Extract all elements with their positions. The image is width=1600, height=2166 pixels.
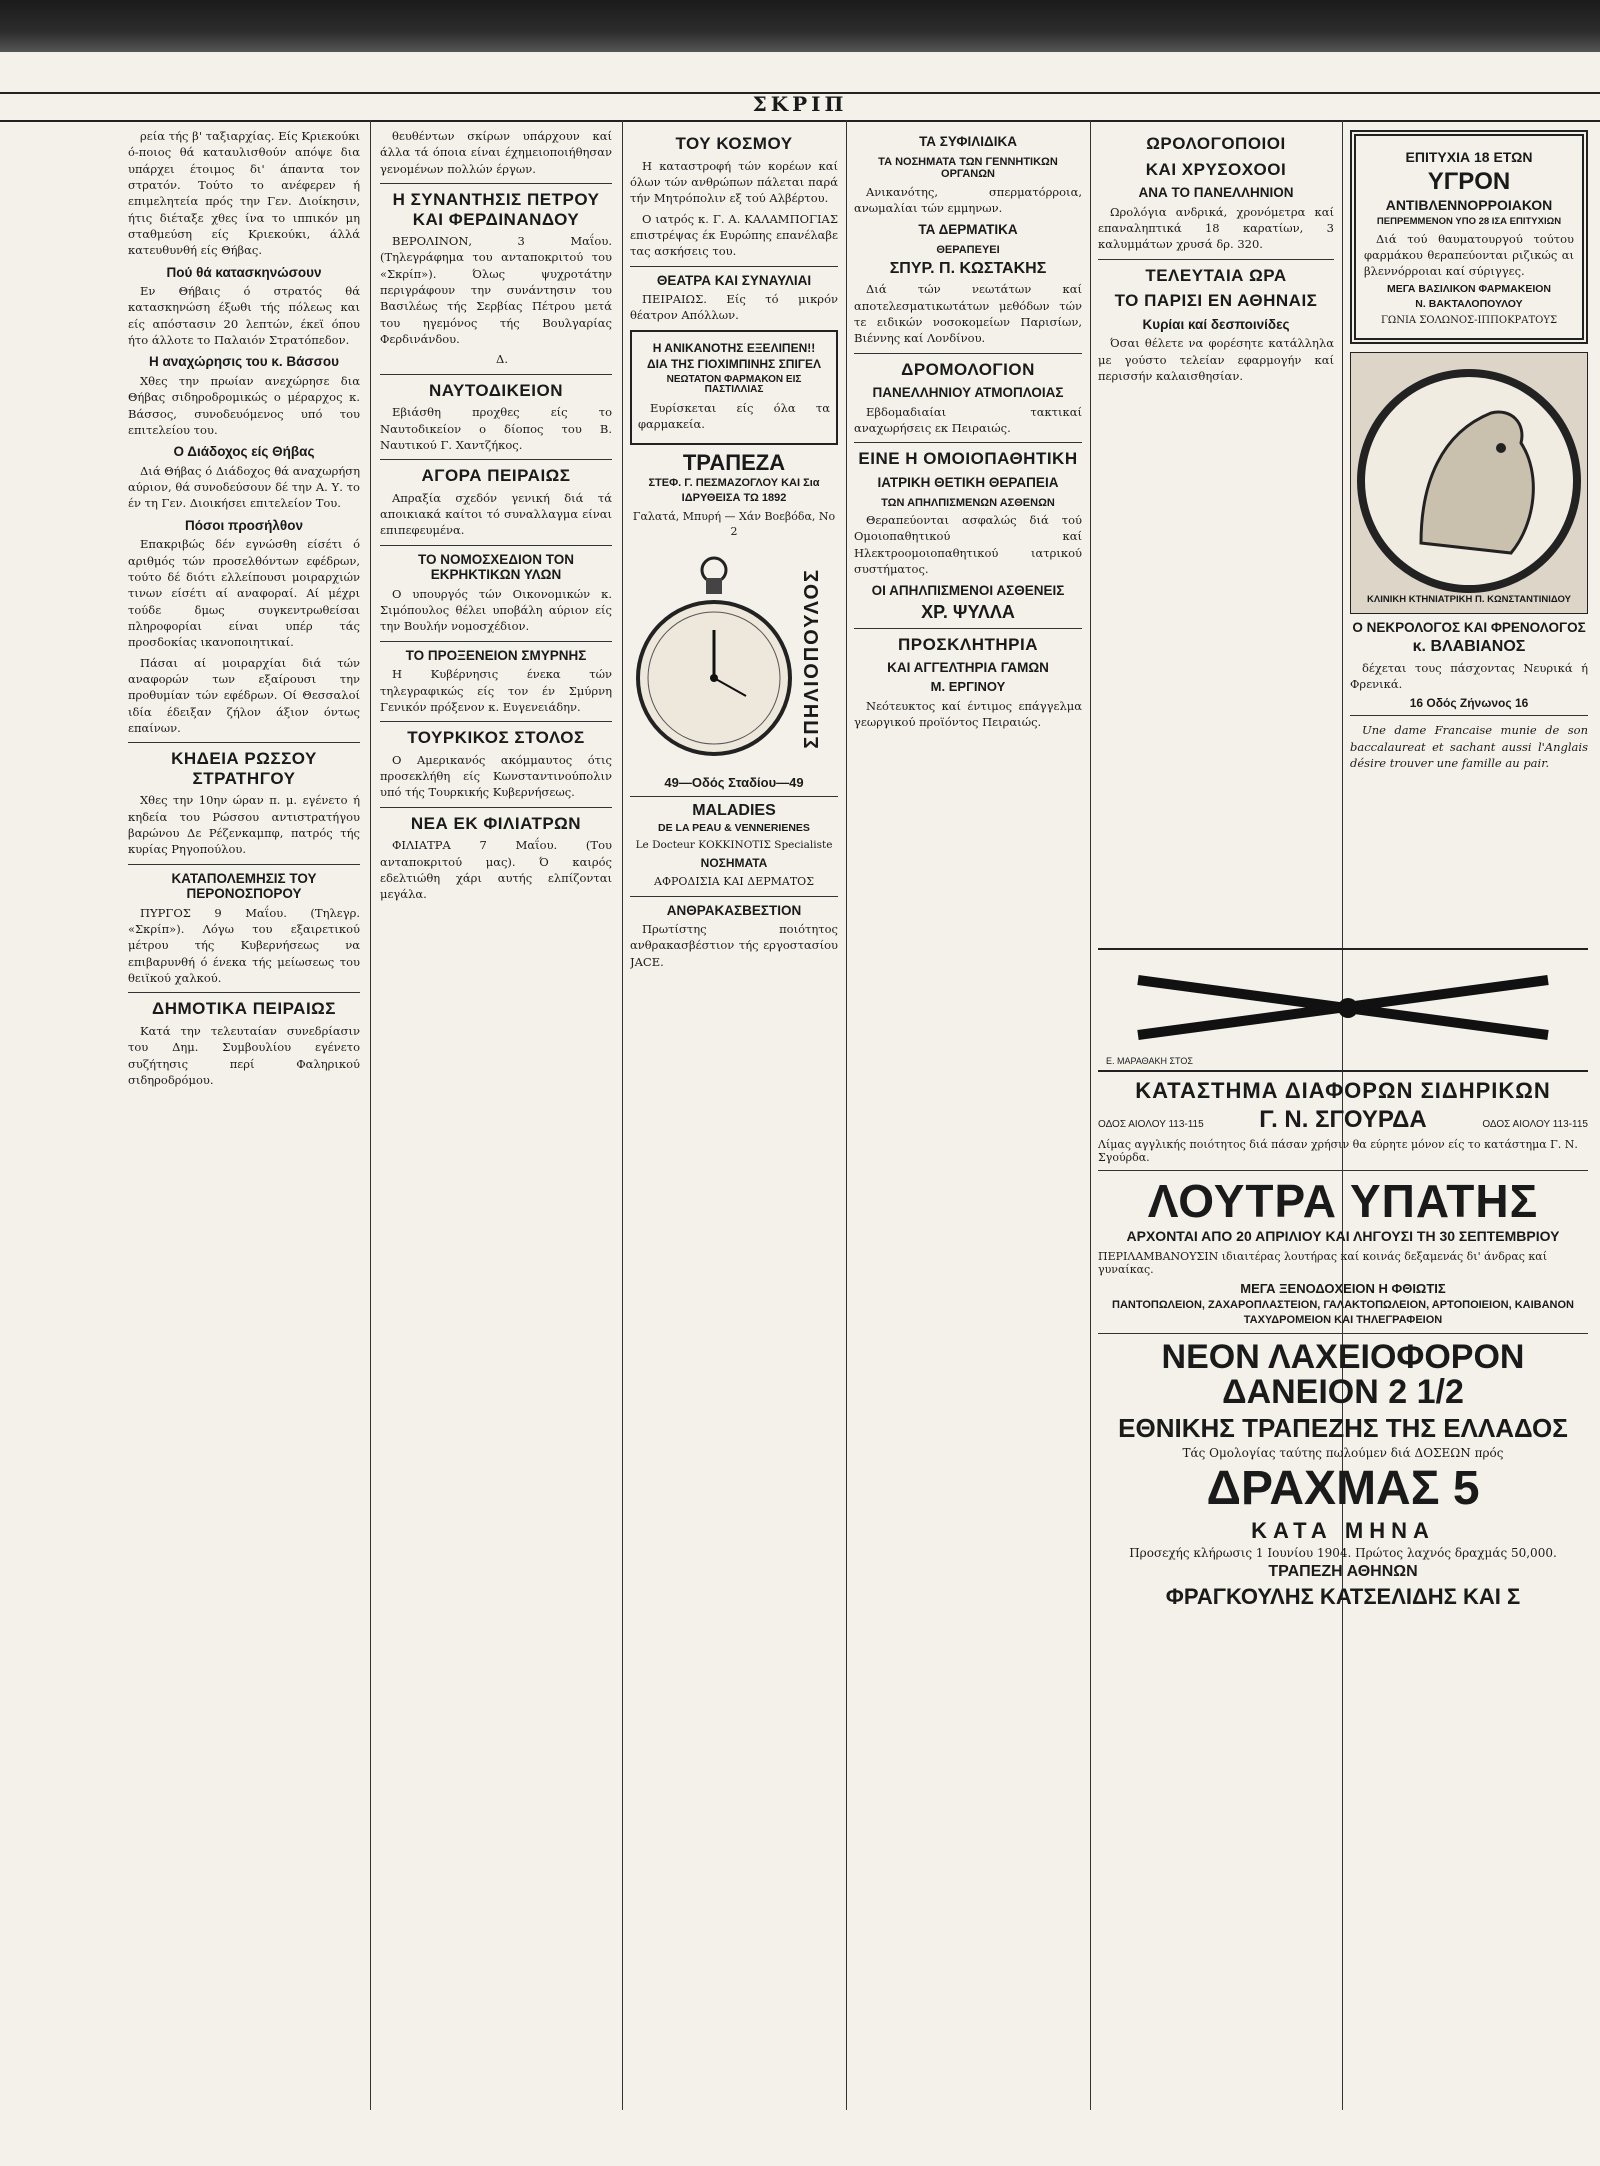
shop-address: ΟΔΟΣ ΑΙΟΛΟΥ 113-115: [1098, 1119, 1204, 1130]
ad-text: Εβδομαδιαίαι τακτικαί αναχωρήσεις εκ Πειραιώς.: [854, 404, 1082, 436]
newspaper-title: ΣΚΡΙΠ: [752, 92, 848, 116]
ad-headline: MALADIES: [692, 801, 776, 819]
horse-head-icon: [1351, 353, 1587, 611]
article-heading: ΤΟ ΠΡΟΞΕΝΕΙΟΝ ΣΜΥΡΝΗΣ: [405, 647, 587, 663]
ad-headline: ΑΝΑ ΤΟ ΠΑΝΕΛΛΗΝΙΟΝ: [1138, 185, 1294, 201]
vendor-address: 49—Οδός Σταδίου—49: [664, 774, 804, 790]
ad-headline: ΚΑΙ ΑΓΓΕΛΤΗΡΙΑ ΓΑΜΩΝ: [887, 660, 1049, 676]
ad-headline: ΚΑΤΑΣΤΗΜΑ ΔΙΑΦΟΡΩΝ ΣΙΔΗΡΙΚΩΝ: [1135, 1078, 1551, 1103]
bank-subtitle: ΣΤΕΦ. Γ. ΠΕΣΜΑΖΟΓΛΟΥ ΚΑΙ Σια: [648, 476, 820, 489]
ad-address: 16 Οδός Ζήνωνος 16: [1409, 695, 1529, 710]
article-text: θευθέντων σκίρων υπάρχουν καί άλλα τά όποια είναι έχημειοποιήθησαν γενομένων πολλών έργων.: [380, 129, 612, 176]
article-text: Η Κυβέρνησις ένεκα τών τηλεγραφικώς είς τον έν Σμύρνη Γενικόν πρόξενον κ. Ευγενειάδην.: [380, 667, 612, 714]
article-signature: Δ.: [496, 352, 508, 367]
article-heading: ΝΑΥΤΟΔΙΚΕΙΟΝ: [429, 380, 563, 400]
ad-headline: ΜΕΓΑ ΞΕΝΟΔΟΧΕΙΟΝ Η ΦΘΙΩΤΙΣ: [1240, 1280, 1446, 1296]
pharmacy-name: ΜΕΓΑ ΒΑΣΙΛΙΚΟΝ ΦΑΡΜΑΚΕΙΟΝ: [1387, 282, 1551, 295]
article-text: ΠΕΙΡΑΙΩΣ. Είς τό μικρόν θέατρον Απόλλων.: [630, 292, 838, 323]
printer-name: Μ. ΕΡΓΙΝΟΥ: [930, 678, 1006, 694]
ad-headline: ΚΑΙ ΧΡΥΣΟΧΟΟΙ: [1145, 159, 1287, 179]
ad-text: ΑΦΡΟΔΙΣΙΑ ΚΑΙ ΔΕΡΜΑΤΟΣ: [654, 874, 814, 888]
shop-address-row: [1098, 1106, 1588, 1134]
ad-subheadline: ΑΡΧΟΝΤΑΙ ΑΠΟ 20 ΑΠΡΙΛΙΟΥ ΚΑΙ ΛΗΓΟΥΣΙ ΤΗ 30 ΣΕΠΤΕΜΒΡΙΟΥ: [1126, 1228, 1560, 1245]
article-heading: Ο Διάδοχος είς Θήβας: [173, 444, 315, 460]
ad-headline: ΘΕΡΑΠΕΥΕΙ: [936, 243, 1000, 256]
ad-headline: ΛΟΥΤΡΑ ΥΠΑΤΗΣ: [1147, 1175, 1539, 1227]
bottom-right-ads: [1098, 948, 1588, 2108]
article-heading: ΤΟ ΝΟΜΟΣΧΕΔΙΟΝ ΤΟΝ ΕΚΡΗΚΤΙΚΩΝ ΥΛΩΝ: [417, 551, 575, 583]
doctor-name: ΣΠΥΡ. Π. ΚΩΣΤΑΚΗΣ: [889, 259, 1047, 277]
bank-founded: ΙΔΡΥΘΕΙΣΑ ΤΩ 1892: [681, 492, 787, 505]
loan-bank2: ΤΡΑΠΕΖΗ ΑΘΗΝΩΝ: [1268, 1562, 1418, 1580]
vendor-name: ΣΠΗΛΙΟΠΟΥΛΟΣ: [801, 567, 823, 749]
article-text: Απραξία σχεδόν γενική διά τά αποικιακά καίτοι τό συναλλαγμα είναι επιπεφευμένα.: [380, 490, 612, 538]
ad-text: δέχεται τους πάσχοντας Νευρικά ή Φρενικά.: [1350, 661, 1588, 692]
ad-text: ΠΕΡΙΛΑΜΒΑΝΟΥΣΙΝ ιδιαιτέρας λουτήρας καί κοινάς δεξαμενάς δι' άνδρας καί γυναίκας.: [1098, 1249, 1548, 1276]
ad-headline: ΔΙΑ ΤΗΣ ΓΙΟΧΙΜΠΙΝΗΣ ΣΠΙΓΕΛ: [647, 357, 821, 372]
loan-draw: Προσεχής κλήρωσις 1 Ιουνίου 1904. Πρώτος λαχνός δραχμάς 50,000.: [1129, 1545, 1557, 1560]
pharmacy-ad: [1350, 130, 1588, 344]
ad-headline: ΑΝΘΡΑΚΑΣΒΕΣΤΙΟΝ: [666, 902, 802, 918]
ad-text: Πρωτίστης ποιότητος ανθρακασβέστιον τής εργοστασίου JACE.: [630, 922, 838, 969]
ad-headline: ΤΩΝ ΑΠΗΛΠΙΣΜΕΝΩΝ ΑΣΘΕΝΩΝ: [881, 496, 1055, 509]
ad-text: Ευρίσκεται είς όλα τα φαρμακεία.: [638, 400, 830, 432]
article-text: ρεία τής β' ταξιαρχίας. Είς Κριεκούκι ό-ποιος θά καταυλισθούν απόψε δια υπάρχει έτοιμος δι' άπαντα τον στρατόν. Τούτο το ανέφερεν ή επιμελητεία πρός την Γεν. Διοίκησιν, ήτις διέταξε χθες ίνα το ιππικόν μη σταθμεύση είς Κριεκούκι, άλλά κατευθυνθή είς Θήβας.: [128, 129, 360, 258]
article-text: Χθες την 10ην ώραν π. μ. εγένετο ή κηδεία του Ρώσσου αντιστρατήγου βαρώνου Δε Ρέζενκαμπφ, πατρός τής κυρίας Ρηγοπούλου.: [128, 793, 360, 857]
ad-text: Θεραπεύονται ασφαλώς διά τού Ομοιοπαθητικού καί Ηλεκτροομοιοπαθητικού ιατρικού συστήματος.: [854, 513, 1082, 577]
ad-text: Νεότευκτος καί έντιμος επάγγελμα γεωργικού προϊόντος Πειραιώς.: [854, 698, 1082, 729]
column-3: [630, 128, 838, 2108]
bank-address: Γαλατά, Μπυρή — Χάν Βοεβόδα, Νο 2: [632, 509, 836, 539]
scissors-icon: [1098, 950, 1588, 1066]
article-heading: ΚΗΔΕΙΑ ΡΩΣΣΟΥ ΣΤΡΑΤΗΓΟΥ: [171, 749, 317, 788]
scan-bottom-edge: [0, 2108, 1600, 2166]
ad-headline: ΤΑΧΥΔΡΟΜΕΙΟΝ ΚΑΙ ΤΗΛΕΓΡΑΦΕΙΟΝ: [1243, 1314, 1443, 1327]
clinic-name: ΚΛΙΝΙΚΗ ΚΤΗΝΙΑΤΡΙΚΗ Π. ΚΩΝΣΤΑΝΤΙΝΙΔΟΥ: [1367, 594, 1571, 606]
banner-label: Ε. ΜΑΡΑΘΑΚΗ ΣΤΟΣ: [1106, 1056, 1193, 1066]
ad-headline: ΠΡΟΣΚΛΗΤΗΡΙΑ: [898, 634, 1038, 654]
ad-headline: Ο ΝΕΚΡΟΛΟΓΟΣ ΚΑΙ ΦΡΕΝΟΛΟΓΟΣ: [1352, 619, 1586, 635]
scan-top-border: [0, 0, 1600, 52]
article-text: Επακριβώς δέν εγνώσθη είσέτι ό αριθμός τών προσελθόντων εφέδρων, τούτο δέ διότι ελλείπουσι μοιραρχιών τινων είσέτι αί αναφοραί. Αί μέχρι τούδε δμως συγκεντρωθείσαι πληροφορίαι είναι υπέρ τάς προσδοκίας ικανοποιητικαί.: [128, 537, 360, 650]
ad-text: Le Docteur ΚΟΚΚΙΝΟΤΙΣ Specialiste: [635, 839, 833, 852]
article-text: Η καταστροφή τών κορέων καί όλων τών ανθρώπων πάλεται παρά τήν Μητρόπολιν εξ τού Αλβέρτου.: [630, 158, 838, 206]
article-text: Εβιάσθη προχθες είς το Ναυτοδικείον ο δίοπος του Β. Ναυτικού Γ. Χαντζήκος.: [380, 405, 612, 452]
shop-name: Γ. Ν. ΣΓΟΥΡΔΑ: [1259, 1106, 1427, 1133]
ad-headline: ΕΙΝΕ Η ΟΜΟΙΟΠΑΘΗΤΙΚΗ: [858, 449, 1078, 469]
ad-headline: κ. ΒΛΑΒΙΑΝΟΣ: [1412, 638, 1526, 656]
ad-text: Ωρολόγια ανδρικά, χρονόμετρα καί επαναληπτικά 18 καρατίων, 3 καλυμμάτων χρυσά δρ. 320.: [1098, 204, 1334, 252]
article-heading: ΘΕΑΤΡΑ ΚΑΙ ΣΥΝΑΥΛΙΑΙ: [656, 272, 812, 288]
article-heading: Η ΣΥΝΑΝΤΗΣΙΣ ΠΕΤΡΟΥ ΚΑΙ ΦΕΡΔΙΝΑΝΔΟΥ: [392, 189, 600, 229]
column-rule: [370, 120, 371, 2110]
ad-text: Όσαι θέλετε να φορέσητε κατάλληλα με γούστο τελείαν εφαρμογήν καί περισσήν καλαισθησίαν.: [1098, 336, 1334, 383]
masthead: [0, 92, 1600, 122]
column-rule: [846, 120, 847, 2110]
ad-text: Ανικανότης, σπερματόρροια, ανωμαλίαι τών εμμηνων.: [854, 184, 1082, 216]
column-rule: [1090, 120, 1091, 2110]
ad-headline: ΟΙ ΑΠΗΛΠΙΣΜΕΝΟΙ ΑΣΘΕΝΕΙΣ: [871, 583, 1065, 599]
article-text: Ο υπουργός τών Οικονομικών κ. Σιμόπουλος θέλει υποβάλη αύριον είς την Βουλήν νομοσχέδιον.: [380, 586, 612, 634]
ad-headline: ΝΟΣΗΜΑΤΑ: [700, 856, 768, 871]
ad-headline: Κυρίαι καί δεσποινίδες: [1142, 316, 1290, 332]
article-heading: ΤΟΥΡΚΙΚΟΣ ΣΤΟΛΟΣ: [407, 728, 585, 748]
article-heading: ΚΑΤΑΠΟΛΕΜΗΣΙΣ ΤΟΥ ΠΕΡΟΝΟΣΠΟΡΟΥ: [171, 870, 317, 902]
ad-headline: ΩΡΟΛΟΓΟΠΟΙΟΙ: [1146, 134, 1286, 153]
ad-text: Διά τού θαυματουργού τούτου φαρμάκου θεραπεύονται ριζικώς αι βλεννόρροιαι καί σύριγγες.: [1364, 231, 1574, 279]
pharmacy-owner: Ν. ΒΑΚΤΑΛΟΠΟΥΛΟΥ: [1415, 297, 1523, 310]
article-heading: ΔΗΜΟΤΙΚΑ ΠΕΙΡΑΙΩΣ: [151, 999, 336, 1019]
article-text: Εν Θήβαις ό στρατός θά κατασκηνώση έξωθι τής πόλεως και είς απόστασιν 20 λεπτών, έκεϊ όπου ήτο άλλοτε το Παλαιόν Στρατόπεδον.: [128, 284, 360, 348]
loan-agents: ΦΡΑΓΚΟΥΛΗΣ ΚΑΤΣΕΛΙΔΗΣ ΚΑΙ Σ: [1165, 1583, 1521, 1609]
article-heading: Πού θά κατασκηνώσουν: [166, 264, 322, 280]
ad-text: Διά τών νεωτάτων καί αποτελεσματικωτάτων μεθόδων τών τε ειδικών νοσοκομείων Παρισίων, Βιέννης καί Λονδίνου.: [854, 282, 1082, 346]
loan-period: ΚΑΤΑ ΜΗΝΑ: [1251, 1517, 1435, 1543]
ad-headline: ΤΕΛΕΥΤΑΙΑ ΩΡΑ: [1145, 265, 1287, 285]
article-text: ΦΙΛΙΑΤΡΑ 7 Μαΐου. (Του ανταποκριτού μας). Ό καιρός εδελτιώθη χάρι αυτής ελπίζονται μεγάλα.: [380, 838, 612, 902]
loan-headline: ΝΕΟΝ ΛΑΧΕΙΟΦΟΡΟΝ ΔΑΝΕΙΟΝ 2 1/2: [1161, 1337, 1525, 1412]
ad-headline: ΙΑΤΡΙΚΗ ΘΕΤΙΚΗ ΘΕΡΑΠΕΙΑ: [877, 474, 1059, 490]
shop-address: ΟΔΟΣ ΑΙΟΛΟΥ 113-115: [1482, 1119, 1588, 1130]
ad-headline: ΔΡΟΜΟΛΟΓΙΟΝ: [901, 359, 1035, 379]
loan-bank: ΕΘΝΙΚΗΣ ΤΡΑΠΕΖΗΣ ΤΗΣ ΕΛΛΑΔΟΣ: [1118, 1413, 1568, 1444]
article-text: Κατά την τελευταίαν συνεδρίασιν του Δημ. Συμβουλίου εγένετο συζήτησις περί Φαληρικού σιδηροδρόμου.: [128, 1023, 360, 1087]
article-heading: Πόσοι προσήλθον: [185, 517, 303, 533]
article-text: Πάσαι αί μοιραρχίαι διά τών αναφορών των εξαίρουσι την προθυμίαν τών εφέδρων. Οί Θεσσαλοί ιδία έδειξαν ζήλον άξιον όντως επαίνων.: [128, 655, 360, 735]
ad-headline: ΤΑ ΔΕΡΜΑΤΙΚΑ: [918, 222, 1018, 238]
article-heading: Η αναχώρησις του κ. Βάσσου: [148, 354, 339, 370]
doctor-name: ΧΡ. ΨΥΛΛΑ: [921, 601, 1015, 622]
article-heading: ΝΕΑ ΕΚ ΦΙΛΙΑΤΡΩΝ: [410, 813, 582, 833]
ad-headline: ΤΑ ΣΥΦΙΛΙΔΙΚΑ: [919, 134, 1017, 149]
pharmacy-ad: [630, 330, 838, 445]
ad-headline: ΠΑΝΤΟΠΩΛΕΙΟΝ, ΖΑΧΑΡΟΠΛΑΣΤΕΙΟΝ, ΓΑΛΑΚΤΟΠΩΛΕΙΟΝ, ΑΡΤΟΠΟΙΕΙΟΝ, ΚΑΙΒΑΝΟΝ: [1112, 1298, 1574, 1311]
ad-text: Une dame Francaise munie de son baccalaureat et sachant aussi l'Anglais désire trouver une famille au pair.: [1350, 723, 1588, 770]
loan-text: Τάς Ομολογίας ταύτης πωλούμεν διά ΔΟΣΕΩΝ πρός: [1182, 1446, 1504, 1461]
article-heading: ΤΟΥ ΚΟΣΜΟΥ: [675, 134, 793, 153]
ad-headline: ΥΓΡΟΝ: [1427, 167, 1511, 195]
ad-headline: ΤΟ ΠΑΡΙΣΙ ΕΝ ΑΘΗΝΑΙΣ: [1114, 291, 1318, 311]
article-text: ΠΥΡΓΟΣ 9 Μαΐου. (Τηλεγρ. «Σκρίπ»). Λόγω του εξαιρετικού μέτρου τής Κυβερνήσεως να επιβαρυνθή ό ένεκα τής μείωσεως του θειϊκού χαλκού.: [128, 905, 360, 985]
article-text: Διά Θήβας ό Διάδοχος θά αναχωρήση αύριον, θά συνοδεύσουν δέ την Α. Υ. το έν τη Γεν. Διοικήσει επιτελείον Του.: [128, 463, 360, 511]
ad-headline: ΑΝΤΙΒΛΕΝΝΟΡΡΟΙΑΚΟΝ: [1385, 196, 1553, 213]
article-text: Ο ιατρός κ. Γ. Α. ΚΑΛΑΜΠΟΓΙΑΣ επιστρέψας έκ Ευρώπης επανέλαβε τας ασκήσεις του.: [630, 211, 838, 259]
ad-headline: ΤΑ ΝΟΣΗΜΑΤΑ ΤΩΝ ΓΕΝΝΗΤΙΚΩΝ ΟΡΓΑΝΩΝ: [878, 155, 1058, 181]
article-text: Χθες την πρωίαν ανεχώρησε δια Θήβας σιδηροδρομικώς ο μέραρχος κ. Βάσσος, συνοδευόμενος υπό του επιτελείου του.: [128, 373, 360, 437]
ad-headline: ΕΠΙΤΥΧΙΑ 18 ΕΤΩΝ: [1405, 149, 1533, 165]
ad-subheadline: ΝΕΩΤΑΤΟΝ ΦΑΡΜΑΚΟΝ ΕΙΣ ΠΑΣΤΙΛΛΙΑΣ: [666, 373, 802, 396]
column-4: [854, 128, 1082, 2108]
ad-text: Λίμας αγγλικής ποιότητος διά πάσαν χρήσιν θα εύρητε μόνον είς το κατάστημα Γ. Ν. Σγούρδα.: [1098, 1138, 1578, 1164]
ad-headline: ΠΑΝΕΛΛΗΝΙΟΥ ΑΤΜΟΠΛΟΙΑΣ: [872, 385, 1064, 401]
ad-subheadline: DE LA PEAU & VENNERIENES: [658, 822, 810, 835]
column-1: [128, 128, 360, 2108]
column-6: [1350, 128, 1588, 808]
pocket-watch-icon: [630, 548, 798, 768]
article-text: ΒΕΡΟΛΙΝΟΝ, 3 Μαΐου. (Τηλεγράφημα του ανταποκριτού του «Σκρίπ»). Όλως ψυχροτάτην περιγράφουν την συνάντησιν του Βασιλέως τής Σερβίας Πέτρου μετά του ηγεμόνος τής Βουλγαρίας Φερδινάνδου.: [380, 234, 612, 347]
article-text: Ο Αμερικανός ακόμμαυτος ότις προσεκλήθη είς Κωνσταντινούπολιν υπό τής Τουρκικής Κυβερνήσεως.: [380, 752, 612, 800]
ad-subheadline: ΠΕΠΡΕΜΜΕΝΟΝ ΥΠΟ 28 ΙΣΑ ΕΠΙΤΥΧΙΩΝ: [1376, 215, 1562, 227]
article-heading: ΑΓΟΡΑ ΠΕΙΡΑΙΩΣ: [421, 466, 571, 486]
pharmacy-address: ΓΩΝΙΑ ΣΟΛΩΝΟΣ-ΙΠΠΟΚΡΑΤΟΥΣ: [1380, 314, 1558, 326]
column-2: [380, 128, 612, 2108]
column-rule: [622, 120, 623, 2110]
ad-headline: Η ΑΝΙΚΑΝΟΤΗΣ ΕΞΕΛΙΠΕΝ!!: [652, 340, 816, 355]
bank-title: ΤΡΑΠΕΖΑ: [682, 449, 786, 475]
column-5: [1098, 128, 1334, 688]
watch-ad: [630, 548, 838, 768]
loan-amount: ΔΡΑΧΜΑΣ 5: [1206, 1462, 1480, 1516]
scissors-banner: [1098, 948, 1588, 1072]
horse-clinic-ad: [1350, 352, 1588, 614]
